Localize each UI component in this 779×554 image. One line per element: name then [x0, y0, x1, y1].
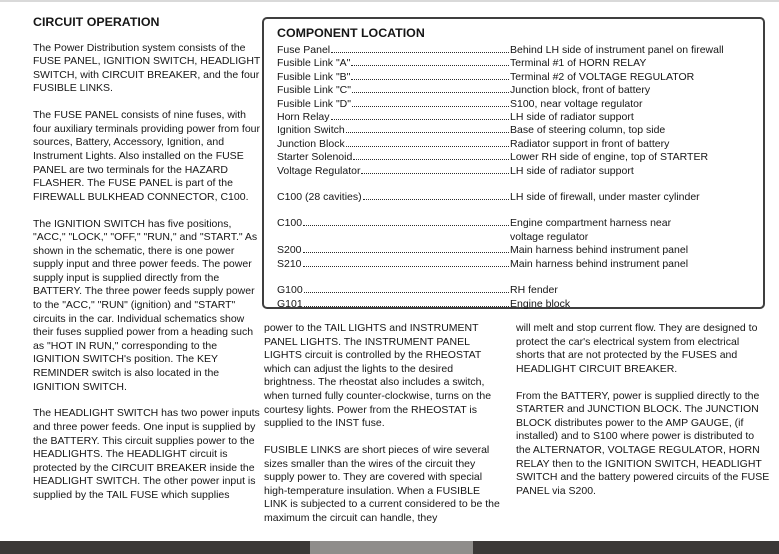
- horizontal-scrollbar-thumb[interactable]: [310, 541, 473, 554]
- component-row: [277, 138, 754, 151]
- component-row: [277, 217, 754, 230]
- circuit-operation-heading: CIRCUIT OPERATION: [33, 15, 160, 29]
- paragraph: FUSIBLE LINKS are short pieces of wire several sizes smaller than the wires of the circuit they supply power to. They are covered with special high-temperature insulation. When a FUSIBLE LINK is subjected to a current considered to be the maximum the circuit can handle, they: [264, 443, 500, 524]
- component-name: Fusible Link "C": [277, 84, 351, 97]
- component-name: S210: [277, 257, 302, 270]
- component-row: [277, 231, 754, 244]
- component-location-box: [262, 17, 765, 309]
- component-location: Base of steering column, top side: [510, 124, 666, 137]
- component-rows: [277, 44, 754, 311]
- left-paragraphs: [33, 42, 261, 503]
- component-location-title: COMPONENT LOCATION: [277, 26, 425, 40]
- top-edge-line: [0, 0, 779, 2]
- paragraph: will melt and stop current flow. They are designed to protect the car's electrical system from electrical shorts that are not protected by the FUSES and HEADLIGHT CIRCUIT BREAKER.: [516, 322, 758, 375]
- paragraph: The FUSE PANEL consists of nine fuses, with four auxiliary terminals providing power from four sources, Battery, Accessory, Ignition, and Instrument Lights. Also installed on the FUSE PANEL are two terminals for the HAZARD FLASHER. The FUSE PANEL is part of the FIREWALL BULKHEAD CONNECTOR, C100.: [33, 109, 261, 203]
- component-row: [277, 244, 754, 257]
- leader-dots: [304, 306, 509, 307]
- leader-dots: [352, 92, 509, 93]
- component-name: Voltage Regulator: [277, 164, 361, 177]
- component-row: [277, 298, 754, 311]
- component-row: [277, 124, 754, 137]
- paragraph: The IGNITION SWITCH has five positions, "ACC," "LOCK," "OFF," "RUN," and "START." As shown in the schematic, there is one power supply input and three power feeds. The power supply input is supplied directly from the BATTERY. The three power feeds supply power to the "ACC," "RUN" (ignition) and "START" circuits in the car. Individual schematics show their fuses supplied power from a heading such as "HOT IN RUN," corresponding to the IGNITION SWITCH's position. The KEY REMINDER switch is also located in the IGNITION SWITCH.: [33, 217, 258, 393]
- leader-dots: [353, 159, 509, 160]
- component-name: Junction Block: [277, 137, 345, 150]
- component-location: voltage regulator: [510, 230, 589, 243]
- component-location: LH side of firewall, under master cylinder: [510, 191, 700, 204]
- component-row: [277, 151, 754, 164]
- component-location: Main harness behind instrument panel: [510, 257, 689, 270]
- leader-dots: [346, 132, 509, 133]
- component-location: Engine block: [510, 297, 571, 310]
- component-name: G101: [277, 297, 303, 310]
- component-location: LH side of radiator support: [510, 111, 634, 124]
- leader-dots: [303, 266, 509, 267]
- component-row: [277, 191, 754, 204]
- component-location: S100, near voltage regulator: [510, 97, 643, 110]
- paragraph: The HEADLIGHT SWITCH has two power inputs and three power feeds. One input is supplied by the BATTERY. This circuit supplies power to the HEADLIGHTS. The HEADLIGHT circuit is protected by the CIRCUIT BREAKER inside the HEADLIGHT SWITCH. The other power input is supplied by the TAIL FUSE which supplies: [33, 407, 260, 501]
- component-row: [277, 84, 754, 97]
- leader-dots: [331, 119, 509, 120]
- leader-dots: [304, 292, 509, 293]
- component-name: S200: [277, 244, 302, 257]
- component-location: Radiator support in front of battery: [510, 137, 670, 150]
- paragraph: power to the TAIL LIGHTS and INSTRUMENT PANEL LIGHTS. The INSTRUMENT PANEL LIGHTS circuit is controlled by the RHEOSTAT which can adjust the lights to the desired brightness. The rheostat also includes a switch, when turned fully counter-clockwise, turns on the courtesy lights. Power from the RHEOSTAT is supplied to the INST fuse.: [264, 322, 492, 430]
- right-paragraphs: [516, 322, 770, 498]
- component-location: Engine compartment harness near: [510, 217, 672, 230]
- component-location: Main harness behind instrument panel: [510, 244, 689, 257]
- component-name: Ignition Switch: [277, 124, 345, 137]
- leader-dots: [303, 252, 509, 253]
- leader-dots: [346, 146, 509, 147]
- middle-paragraphs: [264, 322, 502, 526]
- leader-dots: [351, 79, 509, 80]
- component-location: Terminal #1 of HORN RELAY: [510, 57, 647, 70]
- component-location: RH fender: [510, 284, 558, 297]
- component-name: C100 (28 cavities): [277, 191, 362, 204]
- middle-text-column: [264, 322, 502, 539]
- component-name: Starter Solenoid: [277, 151, 353, 164]
- circuit-operation-column: [33, 16, 261, 516]
- leader-dots: [303, 225, 509, 226]
- component-row: [277, 165, 754, 178]
- component-name: Fuse Panel: [277, 44, 331, 56]
- leader-dots: [363, 199, 509, 200]
- component-name: C100: [277, 217, 303, 230]
- component-name: Fusible Link "D": [277, 97, 351, 110]
- paragraph: From the BATTERY, power is supplied directly to the STARTER and JUNCTION BLOCK. The JUNCTION BLOCK distributes power to the AMP GAUGE, (if installed) and to S100 where power is distributed to the ALTERNATOR, VOLTAGE REGULATOR, HORN RELAY then to the IGNITION SWITCH, HEADLIGHT SWITCH and the battery powered circuits of the FUSE PANEL via S200.: [516, 389, 770, 497]
- component-location: Terminal #2 of VOLTAGE REGULATOR: [510, 70, 695, 83]
- right-text-column: [516, 322, 770, 512]
- component-name: G100: [277, 284, 303, 297]
- component-name: Fusible Link "A": [277, 57, 351, 70]
- component-row: [277, 284, 754, 297]
- component-row: [277, 258, 754, 271]
- component-row: [277, 98, 754, 111]
- component-row: [277, 44, 754, 57]
- component-row: [277, 57, 754, 70]
- component-location: LH side of radiator support: [510, 164, 634, 177]
- leader-dots: [361, 173, 509, 174]
- component-location: Behind LH side of instrument panel on firewall: [510, 44, 724, 56]
- component-name: Fusible Link "B": [277, 70, 351, 83]
- component-location: Lower RH side of engine, top of STARTER: [510, 151, 709, 164]
- paragraph: The Power Distribution system consists of the FUSE PANEL, IGNITION SWITCH, HEADLIGHT SWITCH, with CIRCUIT BREAKER, and the four FUSIBLE LINKS.: [33, 41, 261, 95]
- component-location: Junction block, front of battery: [510, 84, 651, 97]
- component-name: Horn Relay: [277, 111, 330, 124]
- leader-dots: [352, 106, 509, 107]
- leader-dots: [331, 52, 509, 53]
- horizontal-scrollbar-track[interactable]: [0, 541, 779, 554]
- component-row: [277, 71, 754, 84]
- leader-dots: [351, 65, 509, 66]
- component-row: [277, 111, 754, 124]
